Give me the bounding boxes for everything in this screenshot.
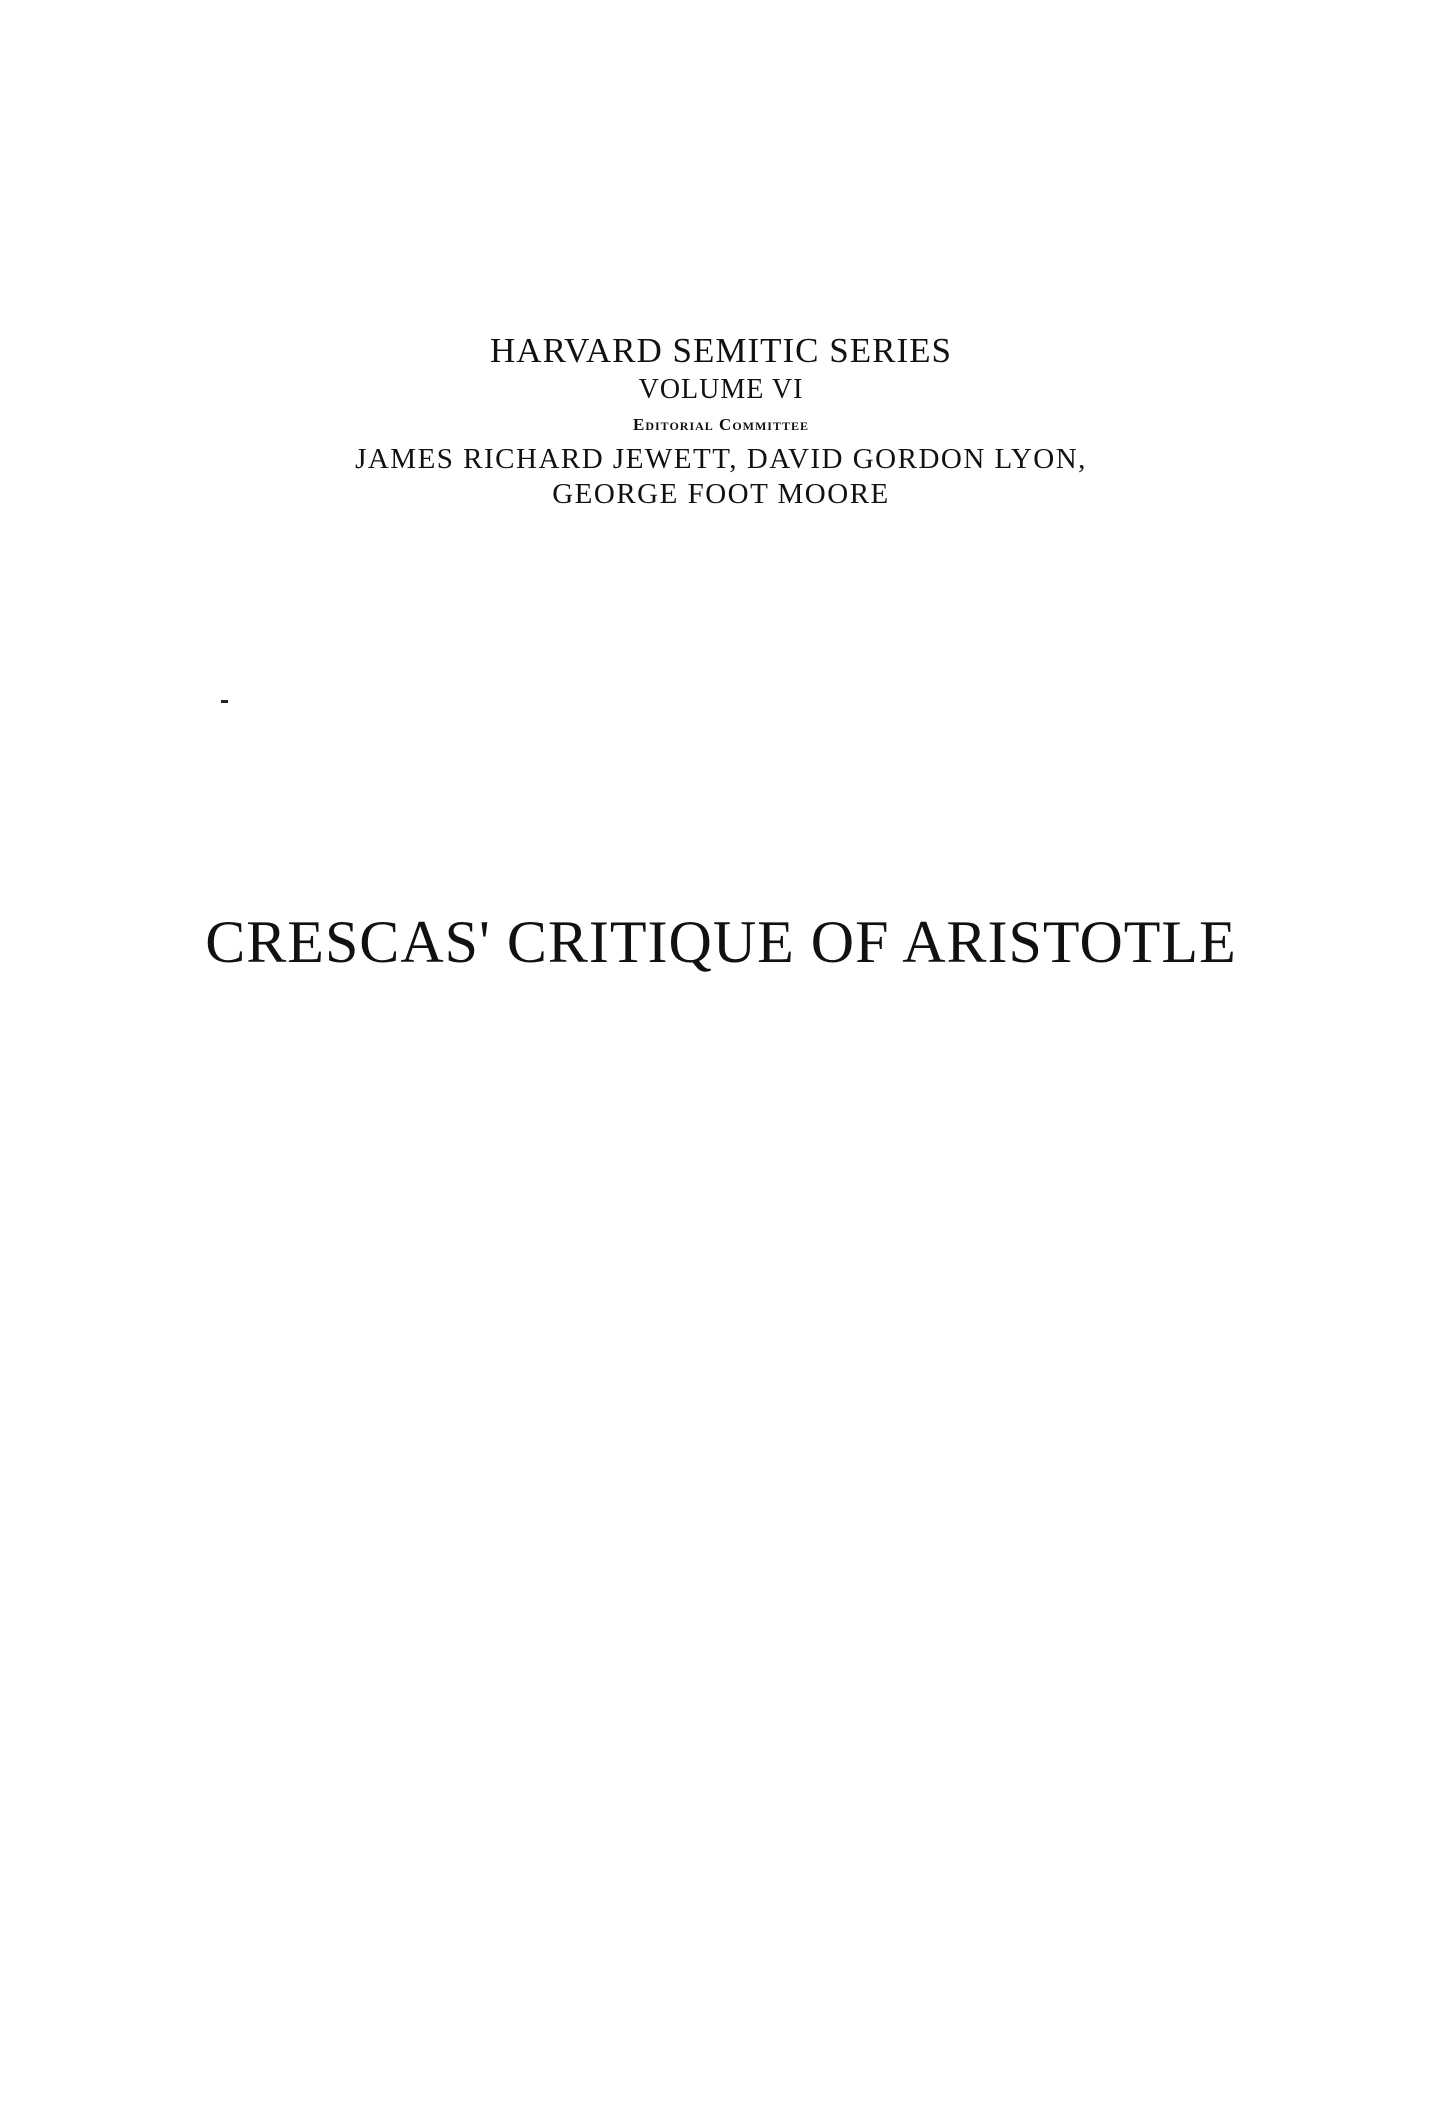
book-title: CRESCAS' CRITIQUE OF ARISTOTLE xyxy=(205,909,1237,975)
series-title: HARVARD SEMITIC SERIES xyxy=(490,331,952,370)
committee-names-line-1: JAMES RICHARD JEWETT, DAVID GORDON LYON, xyxy=(355,443,1087,475)
committee-label: Editorial Committee xyxy=(632,415,809,434)
series-header xyxy=(0,330,1442,512)
committee-names-line-2: GEORGE FOOT MOORE xyxy=(552,478,890,510)
stray-ink-mark xyxy=(221,700,228,703)
volume-number: VOLUME VI xyxy=(638,374,804,405)
